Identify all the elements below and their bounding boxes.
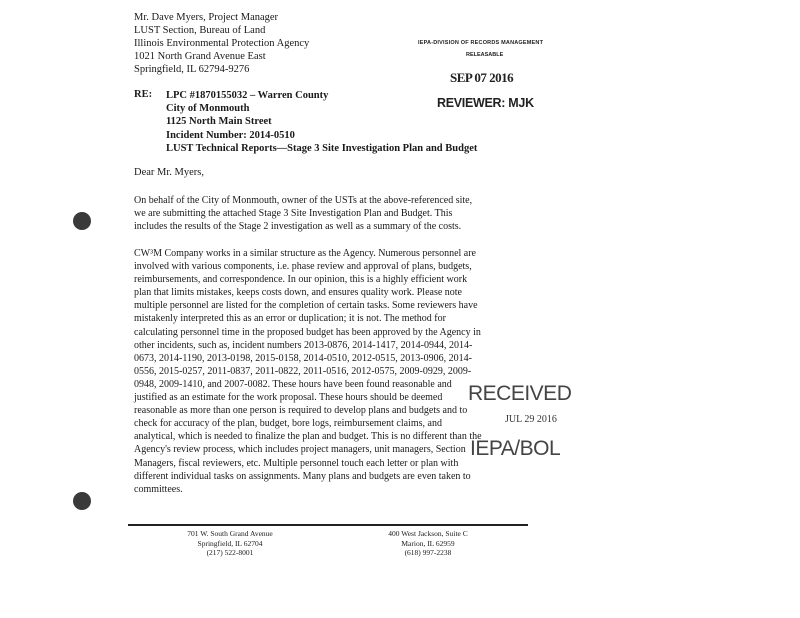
- footer-line: (618) 997-2238: [404, 548, 452, 557]
- paragraph-line: reimbursements, and correspondence. In our opinion, this is a highly efficient work: [134, 274, 468, 286]
- paragraph-line: 0673, 2014-1190, 2013-0198, 2015-0158, 2014-0510, 2012-0515, 2013-0906, 2014-: [134, 352, 472, 364]
- received-stamp-office: IEPA/BOL: [470, 437, 561, 460]
- paragraph-line: calculating personnel time in the proposed budget has been approved by the Agency in: [134, 326, 481, 338]
- paragraph-line: we are submitting the attached Stage 3 Site Investigation Plan and Budget. This: [134, 208, 453, 220]
- footer-line: Marion, IL 62959: [401, 538, 455, 548]
- recipient-line: Mr. Dave Myers, Project Manager: [134, 12, 279, 23]
- recipient-line: Illinois Environmental Protection Agency: [134, 38, 310, 49]
- re-subject-block: [166, 89, 477, 155]
- punch-hole-top: [73, 212, 91, 230]
- re-line: LUST Technical Reports—Stage 3 Site Investigation Plan and Budget: [166, 142, 478, 154]
- paragraph-line: CW³M Company works in a similar structure as the Agency. Numerous personnel are: [134, 248, 476, 259]
- recipient-line: 1021 North Grand Avenue East: [134, 51, 266, 62]
- stamp-releasable-line: RELEASABLE: [466, 52, 504, 58]
- recipient-address: [134, 11, 309, 76]
- paragraph-line: different individual tasks on assignments. Many plans and budgets are even taken to: [134, 470, 471, 482]
- paragraph-personnel: [134, 247, 482, 496]
- footer-line: Springfield, IL 62704: [197, 538, 263, 548]
- footer-address-marion: [378, 529, 478, 558]
- recipient-line: LUST Section, Bureau of Land: [134, 25, 266, 36]
- paragraph-intro: [134, 194, 472, 233]
- paragraph-line: justified as an estimate for the work proposal. These hours should be deemed: [134, 392, 443, 404]
- recipient-line: Springfield, IL 62794-9276: [134, 64, 250, 75]
- re-line: LPC #1870155032 – Warren County: [166, 90, 329, 101]
- footer-divider: [128, 524, 528, 526]
- salutation: Dear Mr. Myers,: [134, 167, 204, 178]
- received-stamp-date: JUL 29 2016: [505, 414, 557, 425]
- re-label: RE:: [134, 89, 153, 100]
- paragraph-line: includes the results of the Stage 2 investigation as well as a summary of the costs.: [134, 221, 462, 233]
- footer-line: (217) 522-8001: [206, 548, 254, 557]
- paragraph-line: involved with various components, i.e. phase review and approval of plans, budgets,: [134, 261, 472, 273]
- re-line: City of Monmouth: [166, 103, 250, 115]
- paragraph-line: other incidents, such as, incident numbers 2013-0876, 2014-1417, 2014-0944, 2014-: [134, 339, 473, 351]
- stamp-date: SEP 07 2016: [450, 70, 514, 85]
- paragraph-line: multiple personnel are listed for the completion of certain tasks. Some reviewers have: [134, 300, 478, 312]
- paragraph-line: 0556, 2015-0257, 2011-0837, 2011-0822, 2011-0516, 2012-0575, 2009-0929, 2009-: [134, 365, 472, 377]
- stamp-reviewer: REVIEWER: MJK: [437, 96, 534, 110]
- paragraph-line: plan that limits mistakes, keeps costs down, and ensures quality work. Please note: [134, 287, 462, 299]
- paragraph-line: committees.: [134, 483, 183, 495]
- footer-line: 701 W. South Grand Avenue: [187, 529, 273, 538]
- paragraph-line: Managers, fiscal reviewers, etc. Multiple personnel touch each letter or plan with: [134, 457, 459, 469]
- paragraph-line: reasonable as more than one person is required to develop plans and budgets and to: [134, 405, 468, 417]
- re-line: Incident Number: 2014-0510: [166, 129, 295, 141]
- punch-hole-bottom: [73, 492, 91, 510]
- paragraph-line: Agency's review process, which includes project managers, unit managers, Section: [134, 444, 466, 456]
- stamp-division-line: IEPA-DIVISION OF RECORDS MANAGEMENT: [418, 40, 544, 46]
- paragraph-line: analytical, which is needed to finalize the plan and budget. This is no different than the: [134, 431, 482, 443]
- paragraph-line: check for accuracy of the plan, budget, bore logs, reimbursement claims, and: [134, 418, 442, 430]
- paragraph-line: On behalf of the City of Monmouth, owner of the USTs at the above-referenced site,: [134, 195, 473, 206]
- footer-address-springfield: [180, 529, 280, 558]
- received-stamp-title: RECEIVED: [468, 382, 572, 405]
- footer-line: 400 West Jackson, Suite C: [388, 529, 468, 538]
- re-line: 1125 North Main Street: [166, 116, 272, 128]
- paragraph-line: mistakenly interpreted this as an error or duplication; it is not. The method for: [134, 313, 446, 325]
- paragraph-line: 0948, 2009-1410, and 2007-0082. These hours have been found reasonable and: [134, 378, 452, 390]
